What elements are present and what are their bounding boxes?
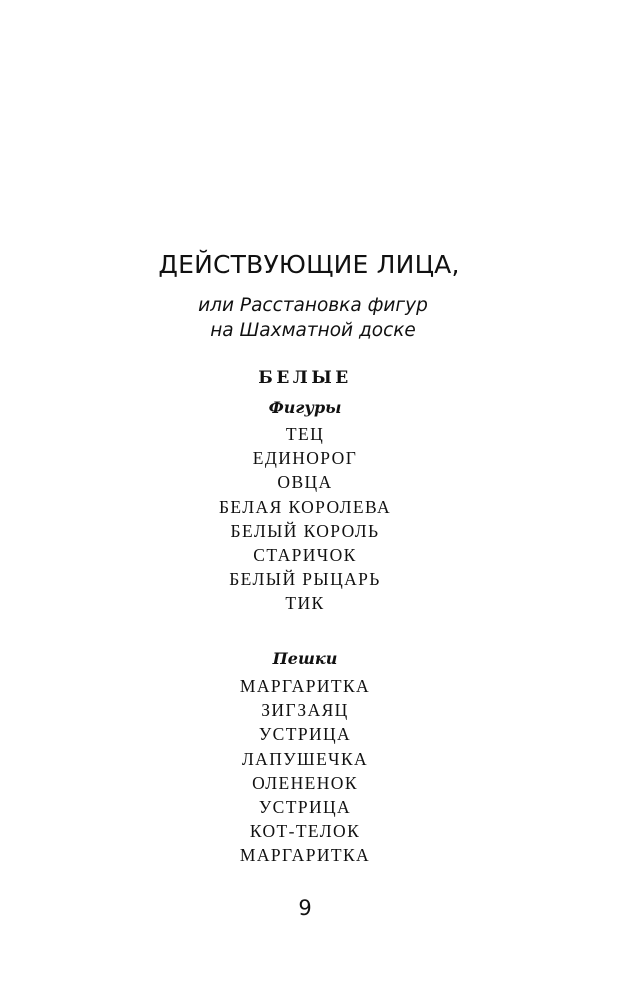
page-title: ДЕЙСТВУЮЩИЕ ЛИЦА, xyxy=(158,250,460,279)
subtitle-line: на Шахматной доске xyxy=(210,320,416,341)
pieces-list xyxy=(0,422,610,616)
page-number: 9 xyxy=(298,896,312,920)
list-item: ЗИГЗАЯЦ xyxy=(261,700,349,721)
group-heading-pawns: Пешки xyxy=(272,649,338,668)
list-item: БЕЛАЯ КОРОЛЕВА xyxy=(218,496,392,517)
page-subtitle xyxy=(8,293,618,343)
list-item: МАРГАРИТКА xyxy=(239,845,371,866)
subtitle-line: или Расстановка фигур xyxy=(198,295,428,316)
pawns-list xyxy=(0,674,610,868)
list-item: ОЛЕНЕНОК xyxy=(252,772,358,793)
list-item: КОТ-ТЕЛОК xyxy=(249,821,361,842)
list-item: ТИК xyxy=(285,593,325,614)
list-item: БЕЛЫЙ КОРОЛЬ xyxy=(230,520,380,541)
list-item: БЕЛЫЙ РЫЦАРЬ xyxy=(229,569,381,590)
group-heading-pieces: Фигуры xyxy=(268,398,342,417)
list-item: ЛАПУШЕЧКА xyxy=(241,748,369,769)
list-item: МАРГАРИТКА xyxy=(239,676,371,696)
side-heading-white: БЕЛЫЕ xyxy=(258,368,352,388)
list-item: СТАРИЧОК xyxy=(253,545,357,566)
list-item: УСТРИЦА xyxy=(258,797,352,818)
list-item: ЕДИНОРОГ xyxy=(252,448,358,469)
list-item: ТЕЦ xyxy=(285,424,325,444)
list-item: УСТРИЦА xyxy=(258,724,352,745)
list-item: ОВЦА xyxy=(277,472,333,493)
